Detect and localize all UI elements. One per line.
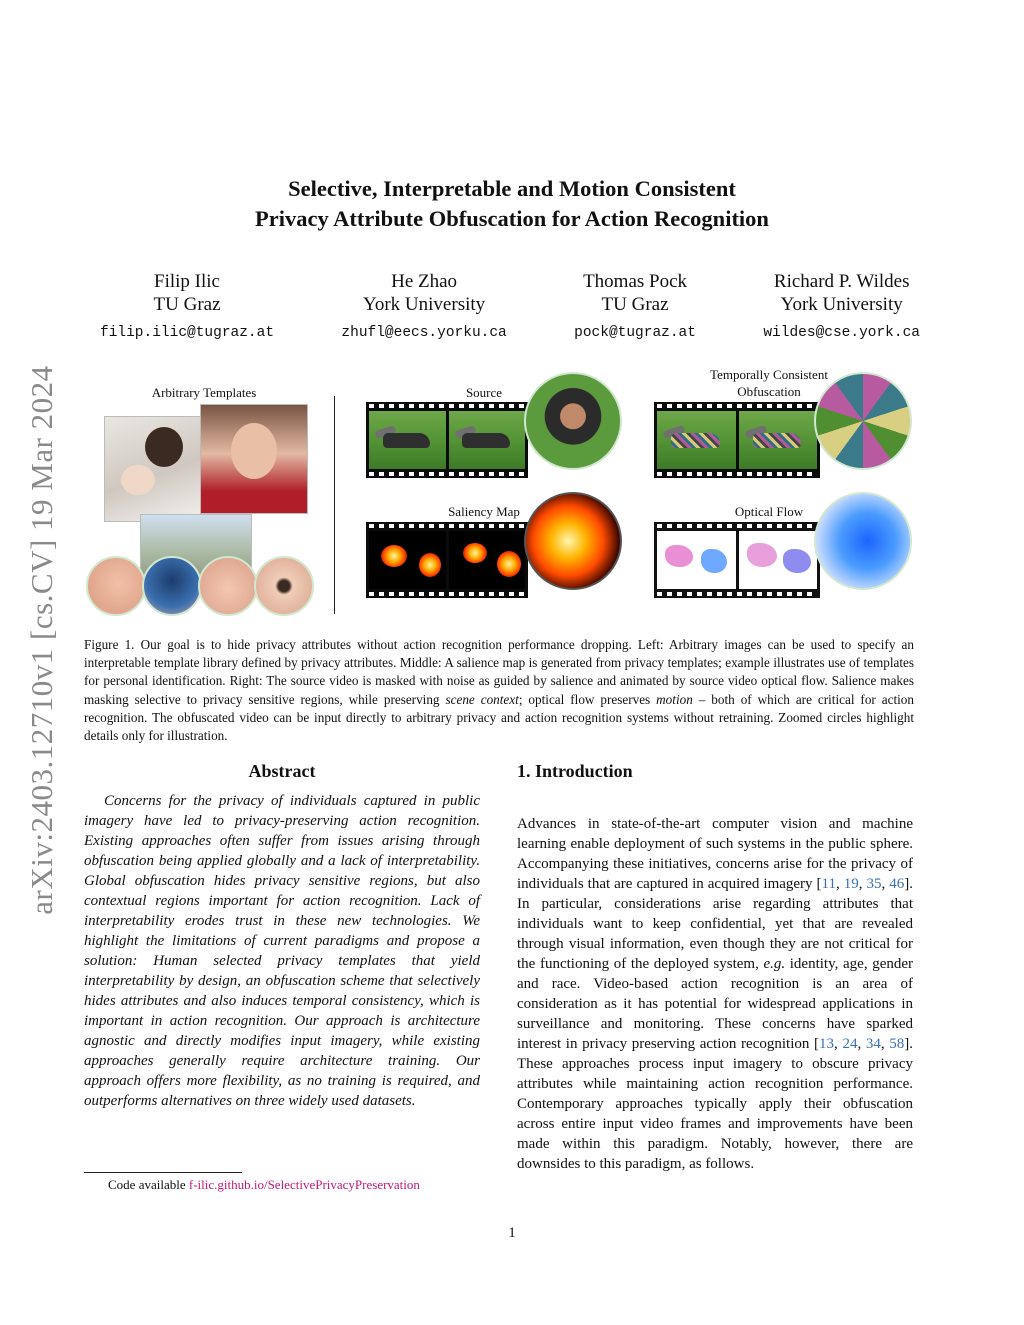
author-1 — [100, 270, 274, 345]
flow-frame — [657, 531, 736, 589]
optical-flow-strip — [654, 522, 820, 598]
author-4 — [763, 270, 920, 345]
zoom-circle-optical-flow — [814, 492, 912, 590]
intro-text: ]. In particular, considerations arise regarding attributes that individuals want to keep confidential, yet that are revealed through visual information, even though they are not critical for the functioning of the deployed system, — [517, 876, 913, 972]
label-source: Source — [465, 385, 503, 400]
author-email[interactable]: zhufl@eecs.yorku.ca — [341, 325, 507, 341]
abstract-heading: Abstract — [248, 761, 316, 781]
author-name: Thomas Pock — [583, 271, 688, 292]
page-number: 1 — [508, 1225, 516, 1241]
template-photo-woman-smiling — [200, 404, 308, 514]
footnote-rule — [84, 1172, 242, 1173]
introduction-text: Advances in state-of-the-art computer vision and machine learning enable deployment of such systems in the public sphere. Accompanying these initiatives, concerns arise for the privacy of individuals that are captured in acquired imagery [11, 19, 35, 46]. In particular, considerations arise regarding attributes that individuals want to keep confidential, yet that are revealed through visual information, even though they are not critical for the functioning of the deployed system, e.g. identity, age, gender and race. Video-based action recognition is an area of consideration as it has potential for widespread applications in surveillance and monitoring. These concerns have sparked interest in privacy preserving action recognition [13, 24, 34, 58]. These approaches process input imagery to obscure privacy attributes while maintaining action recognition performance. Contemporary approaches typically apply their obfuscation across entire input video frames and improvements have been made within this paradigm. Notably, however, there are downsides to this paradigm, as follows. — [517, 816, 914, 1172]
author-3 — [574, 270, 696, 345]
label-optical-flow: Optical Flow — [734, 504, 804, 519]
footnote — [108, 1177, 420, 1193]
citation-link[interactable]: 46 — [889, 876, 905, 892]
figure-divider — [334, 396, 335, 614]
author-name: Richard P. Wildes — [773, 271, 910, 292]
caption-text: ; optical flow preserves — [518, 691, 657, 707]
saliency-frame — [449, 531, 526, 589]
citation-link[interactable]: 35 — [866, 876, 882, 892]
author-email[interactable]: pock@tugraz.at — [574, 325, 696, 341]
caption-text: – both of which are critical for action recognition. The obfuscated video can be input directly to arbitrary privacy and action recognition systems without retraining. Zoomed circles highlight details only for illustration. — [84, 691, 914, 744]
author-list — [100, 270, 920, 345]
intro-text: identity, age, gender and race. Video-based action recognition is an area of consideration as it has potential for widespread applications in surveillance and monitoring. These concerns have sparked interest in privacy preserving action recognition [ — [517, 956, 914, 1052]
zoom-circle-source — [524, 372, 622, 470]
citation-link[interactable]: 13 — [819, 1036, 835, 1052]
intro-text: Advances in state-of-the-art computer vision and machine learning enable deployment of such systems in the public sphere. Accompanying these initiatives, concerns arise for the privacy of individuals that are captured in acquired imagery [ — [517, 816, 913, 892]
saliency-frame — [369, 531, 446, 589]
template-photo-mother-baby — [104, 416, 202, 522]
paper-title — [0, 174, 1024, 234]
zoom-circle-obfuscation — [814, 372, 912, 470]
citation-link[interactable]: 24 — [842, 1036, 858, 1052]
author-affiliation: York University — [363, 294, 486, 315]
obfuscated-video-strip — [654, 402, 820, 478]
zoom-circle-ear — [86, 556, 146, 616]
zoom-circle-torso — [142, 556, 202, 616]
author-affiliation: TU Graz — [601, 294, 669, 315]
author-affiliation: TU Graz — [153, 294, 221, 315]
author-email[interactable]: wildes@cse.york.ca — [763, 325, 920, 341]
author-affiliation: York University — [780, 294, 903, 315]
figure-1 — [84, 364, 916, 622]
title-line-2: Privacy Attribute Obfuscation for Action Recognition — [255, 206, 769, 231]
zoom-circle-saliency — [524, 492, 622, 590]
author-email[interactable]: filip.ilic@tugraz.at — [100, 325, 275, 341]
source-video-strip — [366, 402, 528, 478]
obfuscated-frame — [739, 411, 818, 469]
citation-link[interactable]: 19 — [843, 876, 859, 892]
figure-caption — [84, 636, 914, 745]
abstract-text: Concerns for the privacy of individuals captured in public imagery have led to privacy-preserving action recognition. Existing approaches often suffer from issues arising through obfuscation being applied globally and a lack of interpretability. Global obfuscation hides privacy sensitive regions, but also contextual regions important for action recognition. Lack of interpretability erodes trust in these new technologies. We highlight the limitations of current paradigms and propose a solution: Human selected privacy templates that yield interpretability by design, an obfuscation scheme that selectively hides attributes and also induces temporal consistency, which is important in action recognition. Our approach is architecture agnostic and directly modifies input imagery, while existing approaches generally require architecture training. Our approach offers more flexibility, as no training is required, and outperforms alternatives on three widely used datasets. — [84, 793, 480, 1109]
intro-text: ]. These approaches process input imagery to obscure privacy attributes while maintaining action recognition performance. Contemporary approaches typically apply their obfuscation across entire input video frames and improvements have been made within this paradigm. Notably, however, there are downsides to this paradigm, as follows. — [517, 1036, 914, 1172]
label-arbitrary-templates: Arbitrary Templates — [151, 385, 257, 400]
author-2 — [341, 270, 506, 345]
caption-emphasis: scene context — [445, 691, 519, 707]
title-line-1: Selective, Interpretable and Motion Consistent — [288, 176, 736, 201]
arxiv-identifier: arXiv:2403.12710v1 [cs.CV] 19 Mar 2024 — [24, 365, 59, 915]
zoom-circle-eye — [254, 556, 314, 616]
saliency-video-strip — [366, 522, 528, 598]
source-frame — [449, 411, 526, 469]
flow-frame — [739, 531, 818, 589]
zoom-circle-nose — [198, 556, 258, 616]
footnote-text: Code available — [108, 1177, 189, 1192]
caption-text: Figure 1. Our goal is to hide privacy attributes without action recognition performance dropping. Left: Arbitrary images can be used to specify an interpretable template library defined by privacy attributes. Middle: A salience map is generated from privacy templates; example illustrates use of templates for personal identification. Right: The source video is masked with noise as guided by salience and animated by source video optical flow. Salience makes masking selective to privacy sensitive regions, while preserving — [84, 637, 914, 707]
label-obfuscation-line-1: Temporally Consistent — [710, 367, 828, 382]
author-name: He Zhao — [391, 271, 458, 292]
citation-link[interactable]: 34 — [865, 1036, 881, 1052]
citation-link[interactable]: 58 — [889, 1036, 905, 1052]
caption-emphasis: motion — [656, 691, 693, 707]
author-name: Filip Ilic — [154, 271, 220, 292]
label-obfuscation-line-2: Obfuscation — [737, 384, 801, 399]
obfuscated-frame — [657, 411, 736, 469]
code-link[interactable]: f-ilic.github.io/SelectivePrivacyPreservation — [188, 1177, 420, 1192]
introduction-heading: 1. Introduction — [517, 761, 633, 781]
intro-emphasis: e.g. — [763, 956, 786, 972]
source-frame — [369, 411, 446, 469]
citation-link[interactable]: 11 — [821, 876, 836, 892]
label-saliency-map: Saliency Map — [448, 504, 520, 519]
